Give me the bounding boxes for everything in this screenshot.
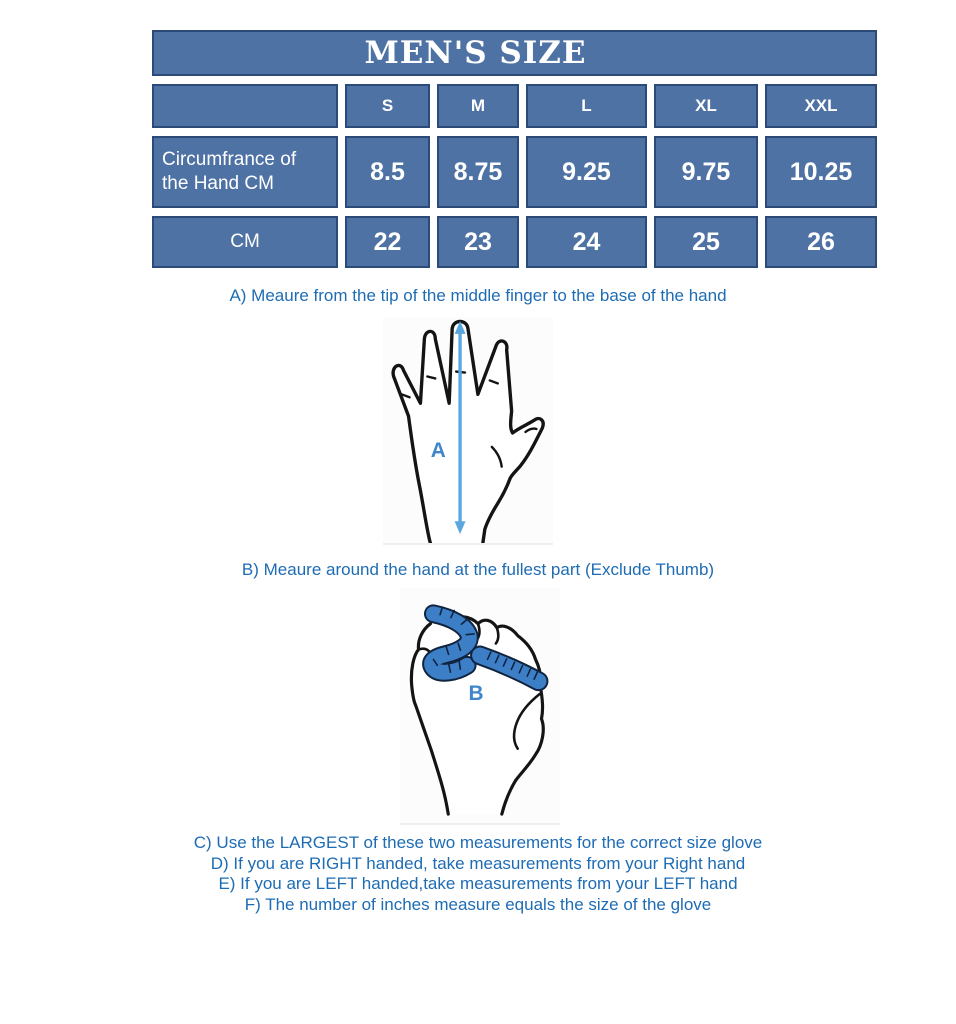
hand-circumference-diagram [400, 588, 560, 825]
mens-size-table [152, 30, 878, 268]
hand-measure-label: A [430, 438, 446, 462]
size-header-l: L [526, 84, 647, 128]
instruction-line-d: D) If you are RIGHT handed, take measurements from your Right hand [210, 853, 746, 873]
cm-value-l: 24 [526, 216, 647, 268]
hand-length-diagram [383, 317, 553, 545]
cm-value-xxl: 26 [765, 216, 877, 268]
instruction-block-cdef [0, 833, 956, 915]
cm-value-m: 23 [437, 216, 519, 268]
cm-value-s: 22 [345, 216, 430, 268]
circumference-value-m: 8.75 [437, 136, 519, 208]
instruction-line-f: F) The number of inches measure equals the size of the glove [244, 894, 712, 914]
cm-row-label: CM [152, 216, 338, 268]
circumference-value-xxl: 10.25 [765, 136, 877, 208]
circumference-value-l: 9.25 [526, 136, 647, 208]
size-header-m: M [437, 84, 519, 128]
instruction-line-c: C) Use the LARGEST of these two measurements for the correct size glove [193, 833, 763, 852]
table-title-text: MEN'S SIZE [364, 35, 587, 71]
fist-icon [400, 588, 560, 823]
table-title [152, 30, 877, 76]
instruction-line-b: B) Meaure around the hand at the fullest part (Exclude Thumb) [241, 560, 715, 579]
size-header-xl: XL [654, 84, 758, 128]
instruction-line-a: A) Meaure from the tip of the middle finger to the base of the hand [229, 286, 727, 305]
open-hand-icon [383, 317, 553, 543]
fist-measure-label: B [468, 682, 484, 706]
instruction-line-e: E) If you are LEFT handed,take measurements from your LEFT hand [218, 874, 738, 893]
size-header-s: S [345, 84, 430, 128]
circumference-value-s: 8.5 [345, 136, 430, 208]
circumference-row-label: Circumfrance of the Hand CM [152, 136, 338, 208]
cm-value-xl: 25 [654, 216, 758, 268]
size-header-empty-cell [152, 84, 338, 128]
size-header-xxl: XXL [765, 84, 877, 128]
circumference-value-xl: 9.75 [654, 136, 758, 208]
